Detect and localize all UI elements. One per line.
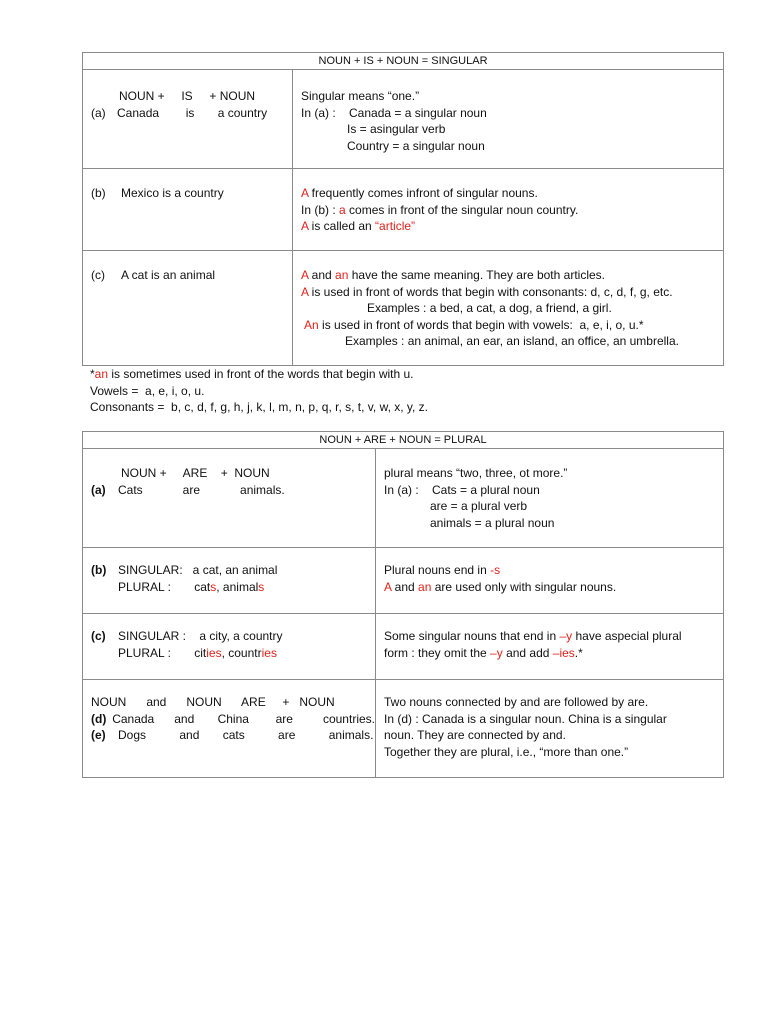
example-text: Dogs and cats are animals. (118, 728, 374, 742)
row-de-example-cell (83, 680, 376, 778)
explanation-line: Two nouns connected by and are followed by are. (384, 695, 649, 709)
notes (90, 366, 428, 416)
suffix-highlight: s (258, 579, 265, 594)
explanation-line (301, 284, 723, 301)
row-c-explanation-cell (293, 251, 724, 366)
explanation-text: are used only with singular nouns. (431, 579, 617, 594)
explanation-text: Plural nouns end in (384, 563, 491, 577)
article-highlight: an (335, 268, 349, 282)
row-c-example-cell (83, 614, 376, 680)
explanation-text: comes in front of the singular noun country. (345, 202, 579, 217)
plural-example (118, 645, 283, 662)
example-text: Canada is a country (117, 105, 268, 120)
explanation-text: is called an (308, 219, 376, 233)
explanation-text: Some singular nouns that end in (384, 629, 560, 643)
formula: NOUN and NOUN ARE + NOUN (91, 695, 335, 709)
article-highlight: A (384, 579, 392, 594)
explanation-line: In (a) : Cats = a plural noun (384, 482, 540, 497)
example-text: , animal (216, 579, 259, 594)
example-label: (b) (91, 186, 106, 200)
suffix-highlight: s (210, 579, 217, 594)
example-text: Cats are animals. (118, 482, 285, 497)
explanation-text: and add (502, 645, 553, 660)
explanation-line: Examples : an animal, an ear, an island, an office, an umbrella. (345, 334, 679, 348)
article-highlight: “article” (375, 219, 416, 233)
suffix-highlight: ies (261, 645, 277, 660)
singular-table (82, 52, 724, 366)
row-b-example-cell (83, 169, 293, 251)
explanation-text: frequently comes infront of singular nouns. (308, 186, 538, 200)
formula: NOUN + IS + NOUN (119, 89, 256, 103)
row-a-example-cell (83, 449, 376, 548)
explanation-line (384, 562, 723, 579)
explanation-line: In (a) : Canada = a singular noun (301, 105, 487, 120)
suffix-highlight: -s (490, 563, 501, 577)
plural-example (118, 579, 277, 596)
example-label: (d) (91, 711, 107, 726)
row-c-explanation-cell (376, 614, 724, 680)
article-highlight: An (304, 317, 319, 332)
note-text: * (90, 367, 95, 381)
explanation-line: In (d) : Canada is a singular noun. China is a singular (384, 711, 667, 726)
suffix-highlight: –y (559, 629, 573, 643)
note-text: is sometimes used in front of the words that begin with u. (108, 367, 414, 381)
explanation-line (301, 317, 723, 334)
example-text: PLURAL : cat (118, 579, 211, 594)
explanation-text: is used in front of words that begin with vowels: a, e, i, o, u.* (318, 317, 644, 332)
suffix-highlight: –ies (552, 645, 575, 660)
row-a-explanation-cell (293, 70, 724, 169)
article-highlight: an (418, 579, 432, 594)
article-highlight: A (301, 268, 309, 282)
explanation-text: have the same meaning. They are both articles. (348, 268, 605, 282)
row-a-example-cell (83, 70, 293, 169)
formula: NOUN + ARE + NOUN (121, 466, 270, 480)
example-label: (a) (91, 105, 106, 120)
row-b-explanation-cell (293, 169, 724, 251)
explanation-line (384, 579, 723, 596)
article-highlight: A (301, 186, 309, 200)
example-text: PLURAL : cit (118, 645, 207, 660)
singular-table-header: NOUN + IS + NOUN = SINGULAR (83, 53, 724, 70)
example-label: (c) (91, 268, 105, 282)
explanation-line: Country = a singular noun (347, 138, 485, 153)
explanation-line (301, 218, 723, 235)
singular-example: SINGULAR: a cat, an animal (118, 563, 278, 577)
explanation-text: In (b) : (301, 202, 340, 217)
article-highlight: a (339, 202, 346, 217)
example-label: (b) (91, 563, 107, 577)
row-a-explanation-cell (376, 449, 724, 548)
example-label: (c) (91, 629, 106, 643)
consonants-line: Consonants = b, c, d, f, g, h, j, k, l, m, n, p, q, r, s, t, v, w, x, y, z. (90, 400, 429, 415)
row-c-example-cell (83, 251, 293, 366)
note-line (90, 366, 428, 383)
example-label: (a) (91, 482, 106, 497)
explanation-text: and (391, 579, 419, 594)
explanation-text: have aspecial plural (572, 629, 682, 643)
explanation-line: plural means “two, three, ot more.” (384, 466, 568, 480)
explanation-text: form : they omit the (384, 645, 491, 660)
explanation-text: and (308, 268, 336, 282)
explanation-line: Together they are plural, i.e., “more than one.” (384, 744, 629, 759)
row-de-explanation-cell (376, 680, 724, 778)
example-text: Mexico is a country (121, 186, 224, 200)
example-label: (e) (91, 728, 106, 742)
row-b-example-cell (83, 548, 376, 614)
explanation-line: Singular means “one.” (301, 89, 420, 103)
explanation-line (384, 645, 723, 662)
singular-example: SINGULAR : a city, a country (118, 629, 283, 643)
explanation-line (301, 185, 723, 202)
explanation-line: animals = a plural noun (430, 515, 555, 530)
row-b-explanation-cell (376, 548, 724, 614)
suffix-highlight: ies (206, 645, 222, 660)
explanation-line (301, 202, 723, 219)
example-text: A cat is an animal (121, 268, 216, 282)
plural-table-header: NOUN + ARE + NOUN = PLURAL (83, 432, 724, 449)
vowels-line: Vowels = a, e, i, o, u. (90, 383, 205, 398)
explanation-line: Examples : a bed, a cat, a dog, a friend, a girl. (367, 301, 612, 315)
explanation-line: Is = asingular verb (347, 122, 446, 136)
example-text: Canada and China are countries. (112, 711, 375, 726)
explanation-line (301, 267, 723, 284)
article-highlight: A (301, 219, 309, 233)
explanation-line: noun. They are connected by and. (384, 728, 566, 742)
explanation-line (384, 628, 723, 645)
suffix-highlight: –y (490, 645, 503, 660)
article-highlight: A (301, 284, 309, 299)
explanation-line: are = a plural verb (430, 499, 528, 513)
plural-table (82, 431, 724, 778)
article-highlight: an (94, 367, 109, 381)
explanation-text: is used in front of words that begin with consonants: d, c, d, f, g, etc. (308, 284, 673, 299)
example-text: , countr (221, 645, 262, 660)
explanation-text: .* (574, 645, 583, 660)
